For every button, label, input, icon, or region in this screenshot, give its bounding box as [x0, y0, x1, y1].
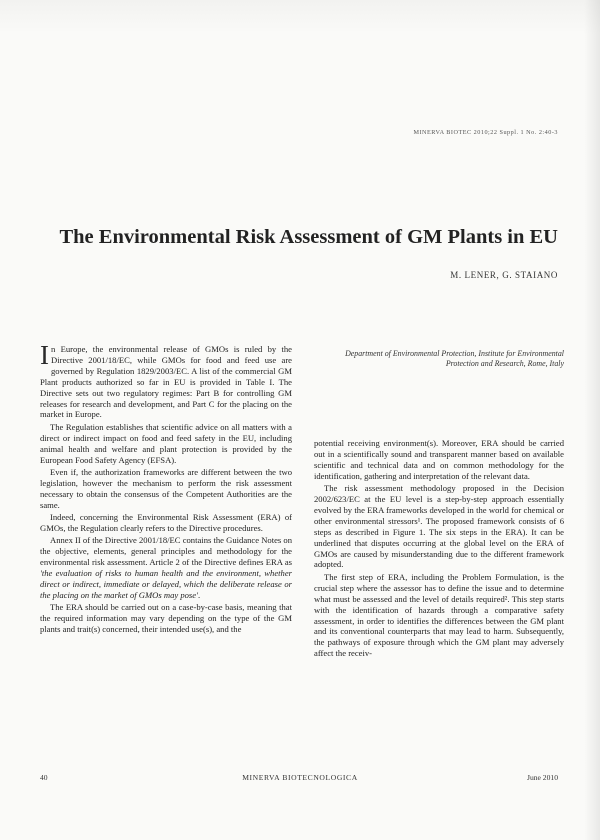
scan-right-shading — [584, 0, 600, 840]
paragraph-era-definition — [40, 535, 292, 600]
paragraph: Indeed, concerning the Environmental Risk Assessment (ERA) of GMOs, the Regulation clearly refers to the Directive procedures. — [40, 512, 292, 533]
paragraph: The Regulation establishes that scientific advice on all matters with a direct or indirect impact on food and feed safety in the EU, including animal health and welfare and plant protection is provided by the European Food Safety Agency (EFSA). — [40, 421, 292, 465]
era-definition-quote: 'the evaluation of risks to human health and the environment, whether direct or indirect, immediate or delayed, which the deliberate release or the placing on the market of GMOs may pose' — [40, 568, 292, 600]
paragraph: The risk assessment methodology proposed in the Decision 2002/623/EC at the EU level is a step-by-step approach essentially evolved by the ERA frameworks developed in the world for chemical or other environmental stressors¹. The proposed framework consists of 6 steps as described in Figure 1. The six steps in the ERA). It can be underlined that disputes occurring at the global level on the ERA of GMOs are caused by misunderstanding due to the different framework adopted. — [314, 483, 564, 570]
paragraph-intro — [40, 340, 292, 420]
paragraph: The first step of ERA, including the Problem Formulation, is the crucial step where the assessor has to define the issue and to determine what must be assessed and the level of details required². This step starts with the identification of hazards through a comparative safety assessment, in order to identifies the differences between the GM plant and its conventional counterparts that may lead to harm. Subsequently, the pathways of exposure through which the GM plant may adversely affect the receiv- — [314, 571, 564, 659]
footer-journal-name: MINERVA BIOTECNOLOGICA — [242, 773, 358, 782]
authors: M. LENER, G. STAIANO — [450, 270, 558, 280]
page-number: 40 — [40, 773, 48, 782]
scan-top-shading — [0, 0, 600, 34]
affiliation: Department of Environmental Protection, Institute for Environmental Protection and Research, Rome, Italy — [345, 349, 564, 368]
article-title: The Environmental Risk Assessment of GM Plants in EU — [59, 226, 558, 248]
era-text-end: . — [197, 589, 201, 600]
paragraph: The ERA should be carried out on a case-by-case basis, meaning that the required information may vary depending on the type of the GM plants and trait(s) concerned, their intended use(s), and the — [40, 602, 292, 635]
paragraph: Even if, the authorization frameworks are different between the two legislation, however the mechanism to perform the risk assessment necessary to obtain the consensus of the Competent Authorities are the same. — [40, 466, 292, 510]
footer-date: June 2010 — [526, 773, 558, 782]
body-right-column — [314, 438, 564, 661]
running-head: MINERVA BIOTEC 2010;22 Suppl. 1 No. 2:40-3 — [413, 129, 558, 136]
era-text: Annex II of the Directive 2001/18/EC contains the Guidance Notes on the objective, elements, general principles and methodology for the environmental risk assessment. Article 2 of the Directive defines ERA as — [40, 535, 292, 568]
drop-cap: I — [40, 340, 49, 370]
paragraph: potential receiving environment(s). Moreover, ERA should be carried out in a scientifically sound and transparent manner based on available scientific and technical data and on common methodology for the identification, gathering and interpretation of the relevant data. — [314, 438, 564, 481]
intro-text: n Europe, the environmental release of GMOs is ruled by the Directive 2001/18/EC, while GMOs for food and feed use are governed by Regulation 1829/2003/EC. A list of the commercial GM Plant products authorized so far in EU is provided in Table I. The Directive sets out two regulatory regimes: Part B for controlling GM releases for research and development, and Part C for the placing on the market in Europe. — [40, 344, 292, 420]
body-left-column — [40, 340, 292, 637]
